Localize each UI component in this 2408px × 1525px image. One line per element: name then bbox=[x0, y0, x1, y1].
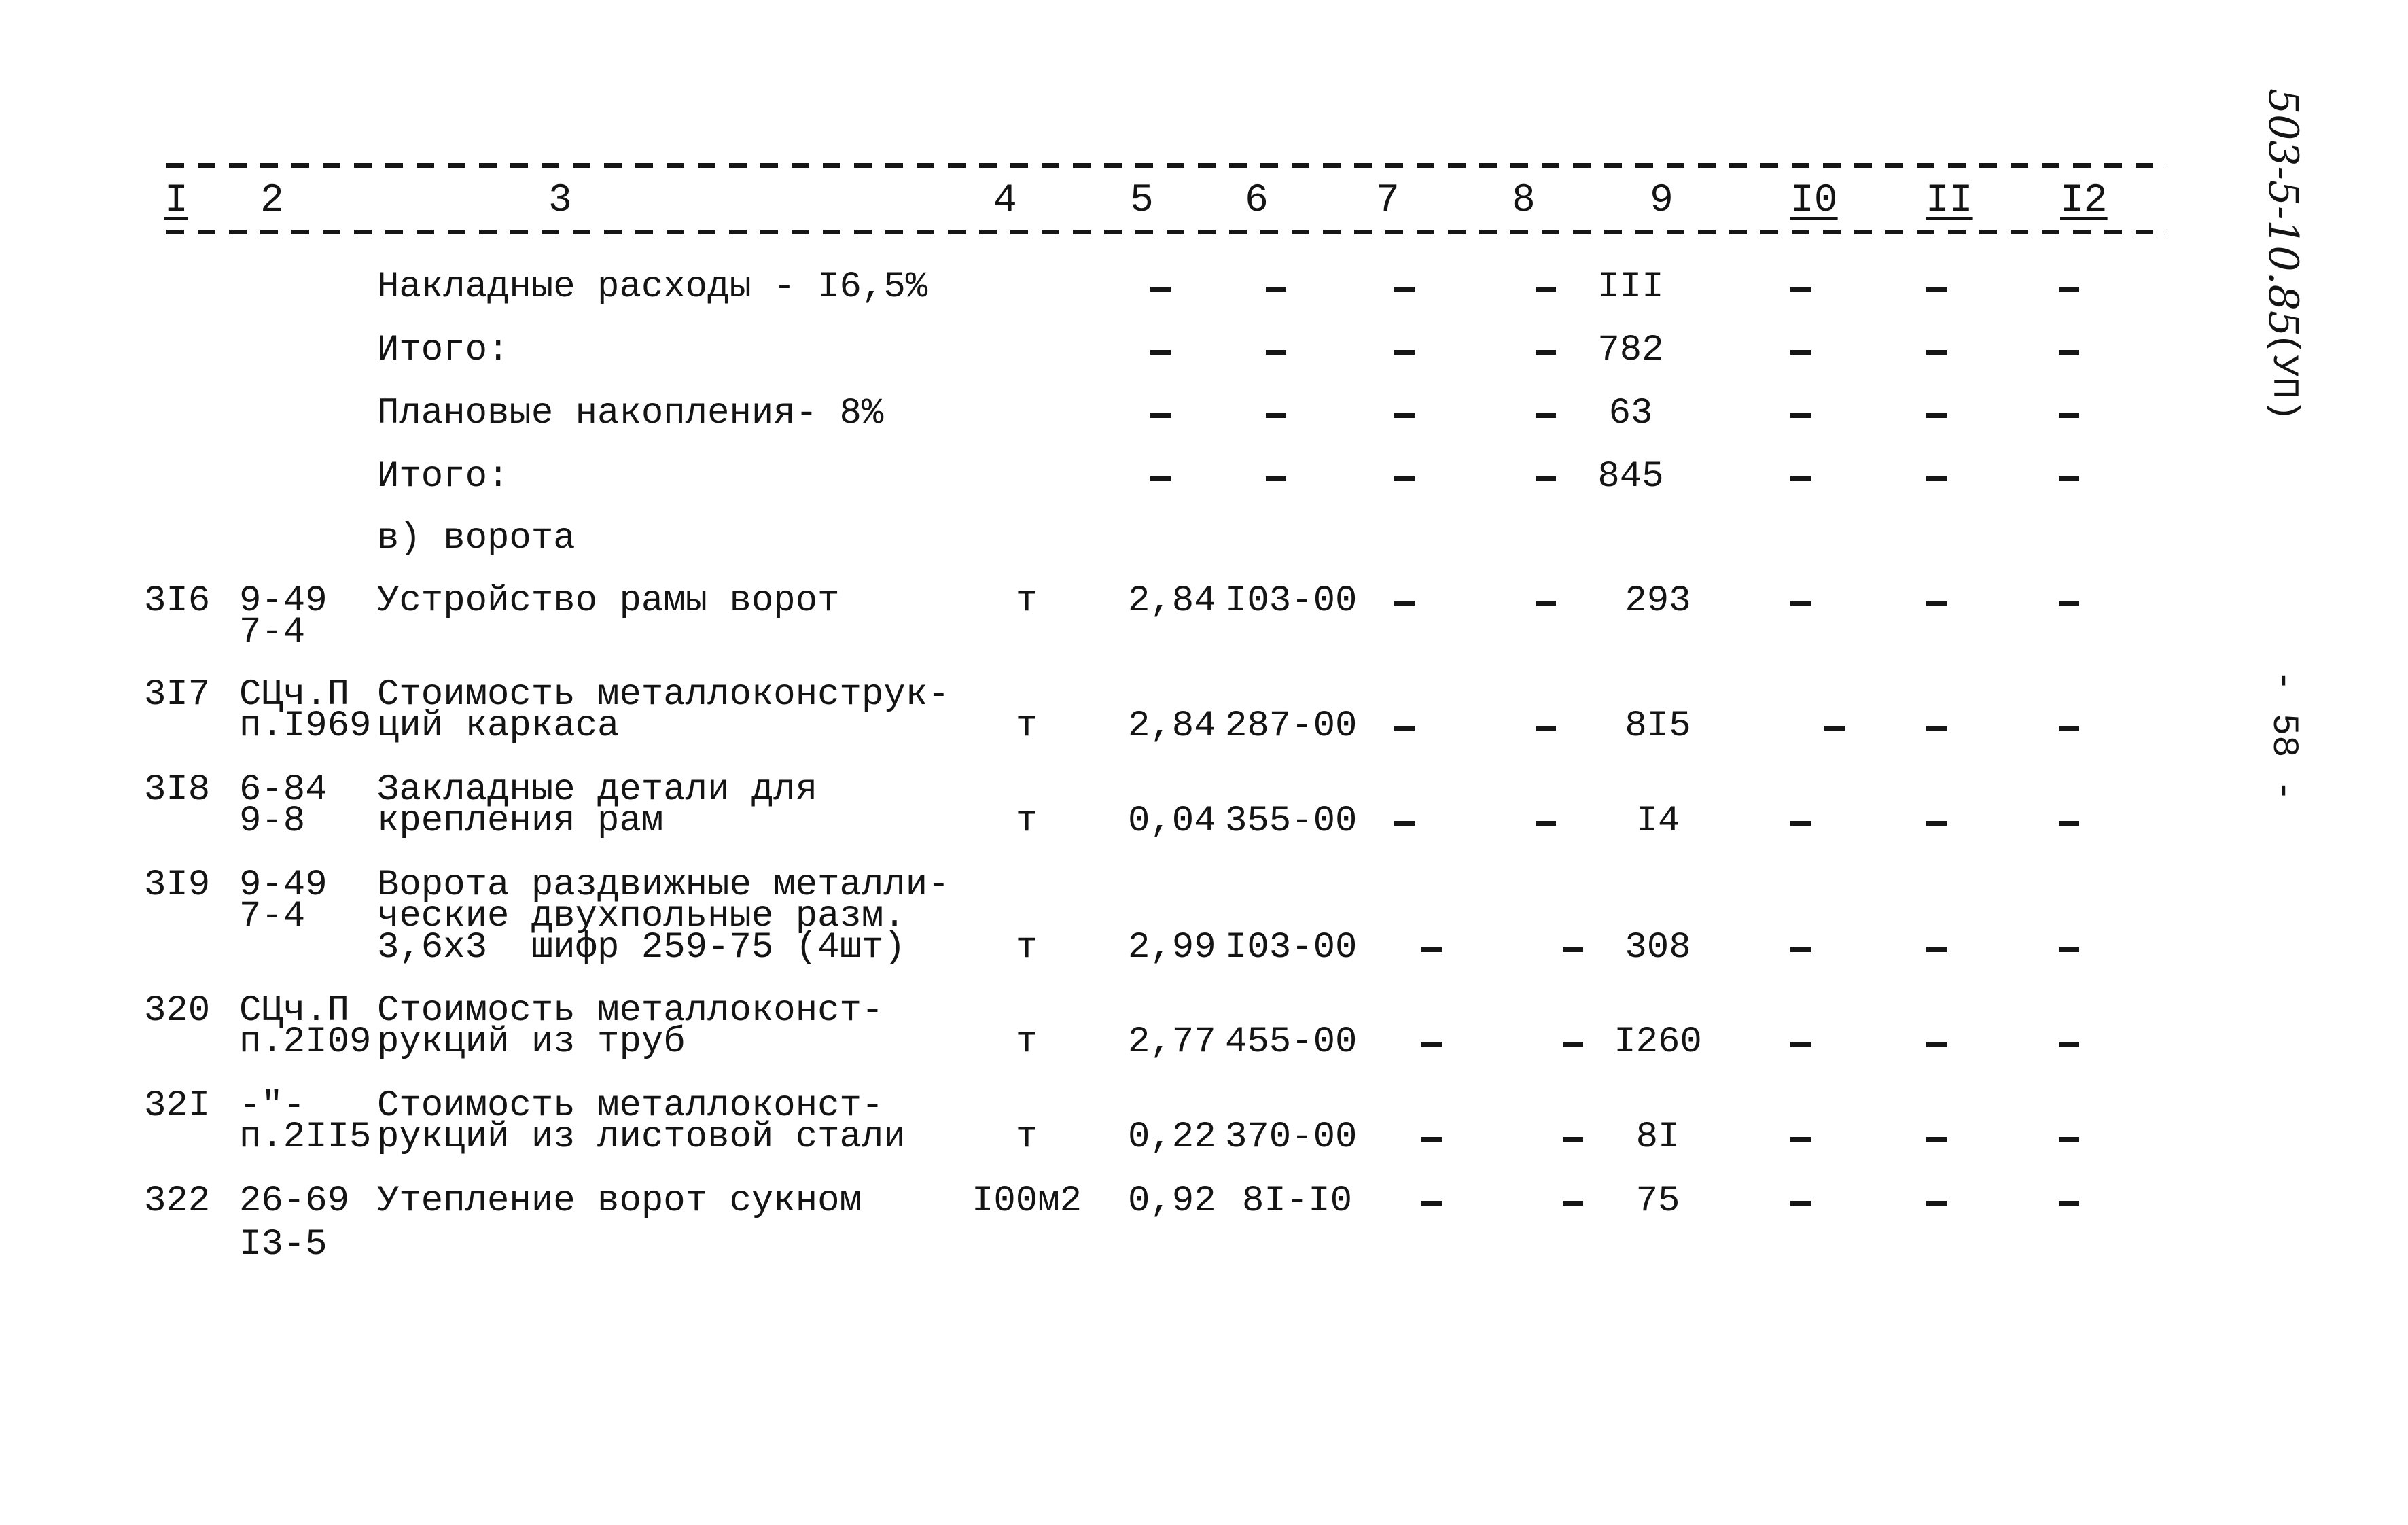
row-code-line: 9-49 bbox=[239, 580, 327, 622]
dash-cell bbox=[1790, 287, 1811, 292]
dash-cell bbox=[1790, 1042, 1811, 1047]
row-unit-price: 8I-I0 bbox=[1242, 1180, 1353, 1222]
col-header-11: II bbox=[1926, 179, 1973, 223]
dash-cell bbox=[1926, 821, 1947, 826]
row-name-line: Утепление ворот сукном bbox=[377, 1180, 862, 1222]
dash-cell bbox=[1421, 1201, 1442, 1206]
row-code-line: 26-69 bbox=[239, 1180, 350, 1222]
row-name-line: ческие двухпольные разм. bbox=[377, 896, 906, 937]
dash-cell bbox=[1926, 726, 1947, 731]
row-name-line: рукций из труб bbox=[377, 1021, 686, 1063]
header-bottom-rule bbox=[166, 230, 2167, 234]
row-name-line: Стоимость металлоконструк- bbox=[377, 674, 950, 716]
row-code-line: -"- bbox=[239, 1085, 306, 1127]
dash-cell bbox=[1421, 1042, 1442, 1047]
dash-cell bbox=[1790, 413, 1811, 418]
dash-cell bbox=[1926, 947, 1947, 952]
row-number: 3I9 bbox=[144, 864, 211, 906]
row-quantity: 2,84 bbox=[1128, 580, 1216, 622]
row-unit: т bbox=[1016, 1117, 1038, 1158]
section-label: в) ворота bbox=[377, 518, 576, 559]
dash-cell bbox=[1790, 821, 1811, 826]
row-number: 322 bbox=[144, 1180, 211, 1222]
row-name-line: Стоимость металлоконст- bbox=[377, 1085, 884, 1127]
dash-cell bbox=[1536, 821, 1556, 826]
dash-cell bbox=[1394, 350, 1415, 355]
dash-cell bbox=[2059, 350, 2079, 355]
dash-cell bbox=[1394, 726, 1415, 731]
dash-cell bbox=[1421, 1137, 1442, 1142]
summary-label: Итого: bbox=[377, 456, 510, 497]
col-header-9: 9 bbox=[1650, 179, 1674, 223]
row-total: 308 bbox=[1625, 927, 1691, 968]
dash-cell bbox=[1266, 476, 1286, 481]
row-name-line: ций каркаса bbox=[377, 705, 620, 747]
row-number: 3I8 bbox=[144, 769, 211, 811]
dash-cell bbox=[1150, 413, 1171, 418]
row-code-line: 7-4 bbox=[239, 612, 306, 653]
dash-cell bbox=[2059, 1042, 2079, 1047]
dash-cell bbox=[1394, 821, 1415, 826]
row-number: 320 bbox=[144, 990, 211, 1032]
dash-cell bbox=[1536, 413, 1556, 418]
summary-label: Плановые накопления- 8% bbox=[377, 393, 884, 434]
dash-cell bbox=[1790, 350, 1811, 355]
row-unit: т bbox=[1016, 705, 1038, 747]
row-total: I4 bbox=[1635, 801, 1680, 842]
row-unit-price: I03-00 bbox=[1225, 927, 1358, 968]
dash-cell bbox=[1394, 476, 1415, 481]
row-name-line: крепления рам bbox=[377, 801, 664, 842]
row-quantity: 2,77 bbox=[1128, 1021, 1216, 1063]
dash-cell bbox=[1563, 1042, 1583, 1047]
row-name-line: Стоимость металлоконст- bbox=[377, 990, 884, 1032]
dash-cell bbox=[1563, 947, 1583, 952]
dash-cell bbox=[1394, 601, 1415, 606]
col-header-2: 2 bbox=[260, 179, 284, 223]
dash-cell bbox=[1150, 350, 1171, 355]
row-quantity: 0,04 bbox=[1128, 801, 1216, 842]
dash-cell bbox=[1790, 947, 1811, 952]
row-quantity: 0,92 bbox=[1128, 1180, 1216, 1222]
dash-cell bbox=[2059, 476, 2079, 481]
dash-cell bbox=[1824, 726, 1845, 731]
dash-cell bbox=[1536, 350, 1556, 355]
row-name-line: Закладные детали для bbox=[377, 769, 818, 811]
dash-cell bbox=[1563, 1137, 1583, 1142]
dash-cell bbox=[1926, 601, 1947, 606]
col-header-12: I2 bbox=[2060, 179, 2108, 223]
volume-mark: (УП) bbox=[2263, 333, 2304, 421]
dash-cell bbox=[2059, 726, 2079, 731]
row-code-line: 9-8 bbox=[239, 801, 306, 842]
row-name-line: Ворота раздвижные металли- bbox=[377, 864, 950, 906]
row-code-line: СЦч.П bbox=[239, 674, 350, 716]
row-code-line: I3-5 bbox=[239, 1224, 327, 1265]
col-header-5: 5 bbox=[1130, 179, 1154, 223]
header-top-rule bbox=[166, 163, 2167, 168]
dash-cell bbox=[1150, 287, 1171, 292]
row-code-line: п.2I09 bbox=[239, 1021, 372, 1063]
dash-cell bbox=[1266, 413, 1286, 418]
row-unit-price: 370-00 bbox=[1225, 1117, 1358, 1158]
row-code-line: п.2II5 bbox=[239, 1117, 372, 1158]
dash-cell bbox=[1790, 1201, 1811, 1206]
dash-cell bbox=[1394, 287, 1415, 292]
col-header-1: I bbox=[164, 179, 188, 223]
row-name-line: рукций из листовой стали bbox=[377, 1117, 906, 1158]
dash-cell bbox=[2059, 947, 2079, 952]
col-header-4: 4 bbox=[993, 179, 1017, 223]
dash-cell bbox=[1926, 1042, 1947, 1047]
dash-cell bbox=[2059, 413, 2079, 418]
col-header-10: I0 bbox=[1790, 179, 1838, 223]
dash-cell bbox=[1926, 1137, 1947, 1142]
dash-cell bbox=[1790, 476, 1811, 481]
dash-cell bbox=[2059, 1201, 2079, 1206]
dash-cell bbox=[2059, 821, 2079, 826]
summary-label: Итого: bbox=[377, 330, 510, 371]
row-unit-price: I03-00 bbox=[1225, 580, 1358, 622]
row-unit: т bbox=[1016, 1021, 1038, 1063]
dash-cell bbox=[1150, 476, 1171, 481]
col-header-6: 6 bbox=[1245, 179, 1269, 223]
row-unit-price: 355-00 bbox=[1225, 801, 1358, 842]
row-code-line: п.I969 bbox=[239, 705, 372, 747]
dash-cell bbox=[1536, 601, 1556, 606]
row-total: 75 bbox=[1635, 1180, 1680, 1222]
row-code-line: СЦч.П bbox=[239, 990, 350, 1032]
row-unit: т bbox=[1016, 801, 1038, 842]
dash-cell bbox=[1394, 413, 1415, 418]
dash-cell bbox=[1536, 476, 1556, 481]
col-header-7: 7 bbox=[1376, 179, 1400, 223]
dash-cell bbox=[1926, 1201, 1947, 1206]
row-total: 8I bbox=[1635, 1117, 1680, 1158]
row-name-line: 3,6х3 шифр 259-75 (4шт) bbox=[377, 927, 906, 968]
dash-cell bbox=[2059, 287, 2079, 292]
col-header-3: 3 bbox=[548, 179, 572, 223]
document-code: 503-5-10.85 bbox=[2259, 88, 2307, 337]
summary-col9-value: III bbox=[1597, 266, 1664, 308]
summary-col9-value: 782 bbox=[1597, 330, 1664, 371]
row-name-line: Устройство рамы ворот bbox=[377, 580, 840, 622]
row-number: 3I7 bbox=[144, 674, 211, 716]
dash-cell bbox=[1926, 350, 1947, 355]
dash-cell bbox=[1926, 287, 1947, 292]
dash-cell bbox=[1536, 726, 1556, 731]
dash-cell bbox=[1266, 350, 1286, 355]
row-code-line: 9-49 bbox=[239, 864, 327, 906]
row-quantity: 2,84 bbox=[1128, 705, 1216, 747]
dash-cell bbox=[1790, 601, 1811, 606]
row-unit: т bbox=[1016, 580, 1038, 622]
row-number: 32I bbox=[144, 1085, 211, 1127]
dash-cell bbox=[1421, 947, 1442, 952]
row-quantity: 2,99 bbox=[1128, 927, 1216, 968]
dash-cell bbox=[1790, 1137, 1811, 1142]
row-quantity: 0,22 bbox=[1128, 1117, 1216, 1158]
row-total: 293 bbox=[1625, 580, 1691, 622]
row-code-line: 7-4 bbox=[239, 896, 306, 937]
col-header-8: 8 bbox=[1512, 179, 1536, 223]
row-total: I260 bbox=[1614, 1021, 1702, 1063]
dash-cell bbox=[2059, 1137, 2079, 1142]
dash-cell bbox=[1926, 413, 1947, 418]
row-code-line: 6-84 bbox=[239, 769, 327, 811]
dash-cell bbox=[1536, 287, 1556, 292]
row-unit-price: 455-00 bbox=[1225, 1021, 1358, 1063]
page-number: - 58 - bbox=[2263, 669, 2304, 802]
dash-cell bbox=[2059, 601, 2079, 606]
dash-cell bbox=[1266, 287, 1286, 292]
row-unit-price: 287-00 bbox=[1225, 705, 1358, 747]
row-unit: т bbox=[1016, 927, 1038, 968]
row-unit: I00м2 bbox=[972, 1180, 1082, 1222]
dash-cell bbox=[1926, 476, 1947, 481]
summary-col9-value: 63 bbox=[1608, 393, 1653, 434]
dash-cell bbox=[1563, 1201, 1583, 1206]
row-number: 3I6 bbox=[144, 580, 211, 622]
summary-label: Накладные расходы - I6,5% bbox=[377, 266, 928, 308]
summary-col9-value: 845 bbox=[1597, 456, 1664, 497]
row-total: 8I5 bbox=[1625, 705, 1691, 747]
